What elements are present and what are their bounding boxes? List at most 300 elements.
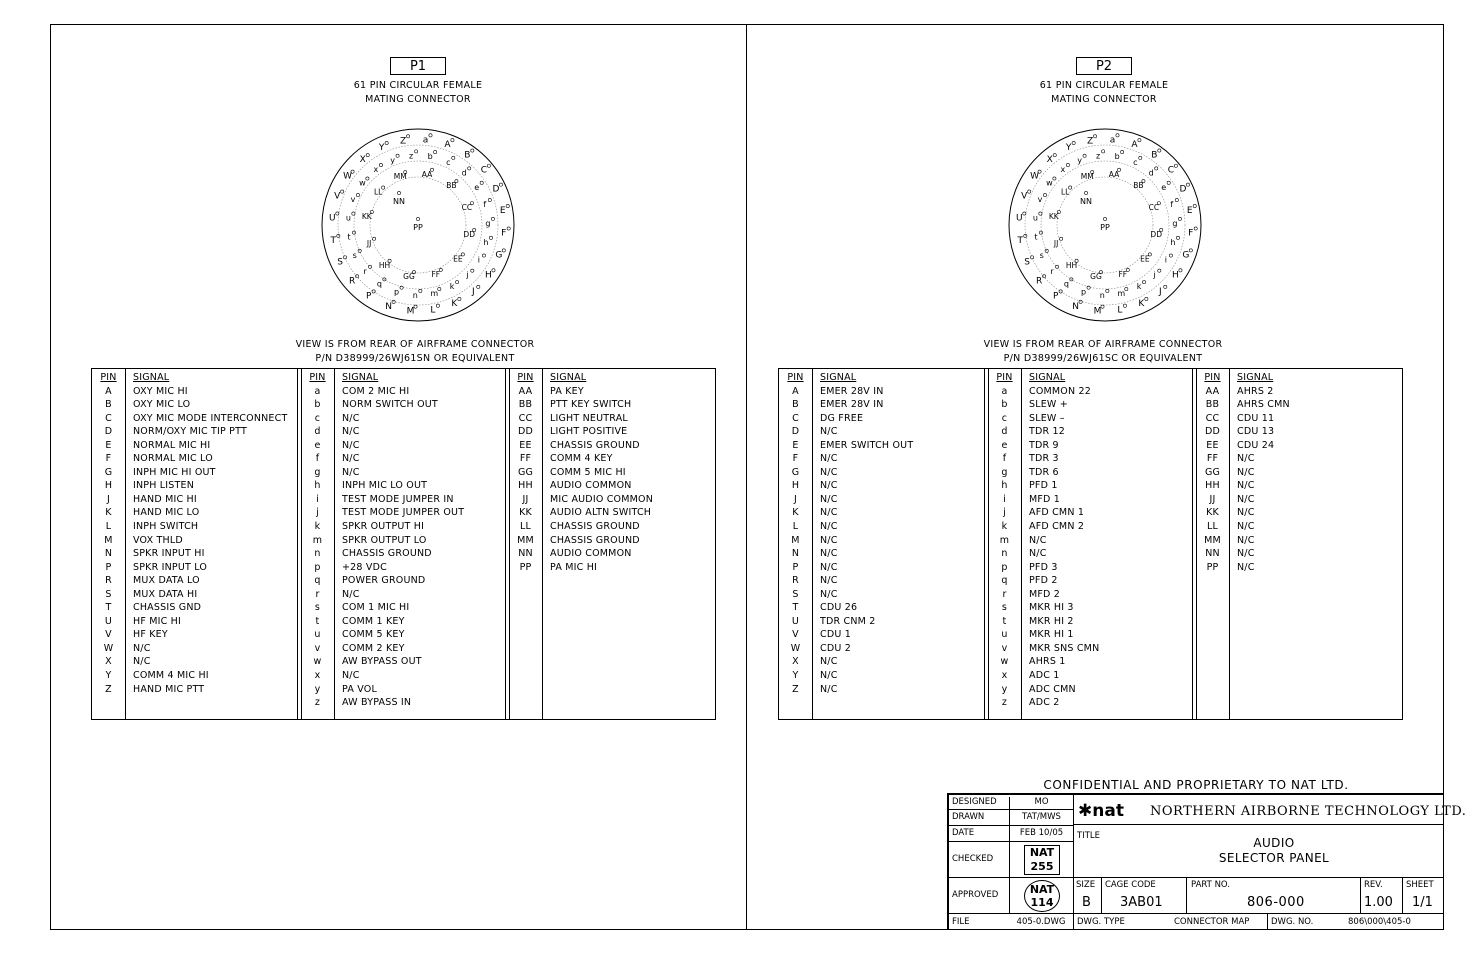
pin-hole [415, 150, 418, 153]
stamp-line-1: NAT [1029, 883, 1055, 896]
signal-name: N/C [820, 670, 838, 682]
pin-hole [356, 193, 359, 196]
pin-hole [1142, 281, 1145, 284]
signal-name: INPH MIC HI OUT [133, 466, 216, 478]
pin-label: BB [1133, 181, 1144, 191]
pin-hole [1178, 217, 1181, 220]
part-label: PART NO. [1191, 880, 1230, 890]
pin-label: k [1136, 282, 1142, 292]
pin-id: HH [518, 480, 533, 492]
signal-name: CDU 1 [820, 629, 851, 641]
signal-name: N/C [342, 453, 360, 465]
pin-hole [1169, 254, 1172, 257]
pin-id: NN [1205, 548, 1220, 560]
title-row [1073, 824, 1444, 878]
pin-id: r [1002, 588, 1007, 600]
pin-id: P [105, 561, 112, 573]
dwg-type-label: DWG. TYPE [1077, 917, 1125, 927]
signal-name: HF MIC HI [133, 615, 182, 627]
pin-hole [489, 236, 492, 239]
pin-label: v [1037, 195, 1043, 205]
pin-id: b [314, 399, 321, 411]
pin-header: PIN [996, 372, 1013, 383]
signal-name: MKR HI 2 [1029, 615, 1074, 627]
pin-hole [1102, 150, 1105, 153]
pin-label: a [1109, 135, 1116, 146]
pin-id: HH [1205, 480, 1220, 492]
pin-label: PP [1100, 223, 1110, 232]
pin-id: n [314, 548, 321, 560]
signal-name: CDU 26 [820, 602, 858, 614]
connector-label-p2: P2 [1076, 57, 1132, 75]
signal-name: HAND MIC PTT [133, 683, 205, 695]
pin-label: k [449, 282, 455, 292]
signal-name: N/C [820, 548, 838, 560]
pin-id: T [792, 602, 799, 614]
pin-label: L [1117, 305, 1123, 316]
pin-id: c [314, 412, 321, 424]
pin-label: g [485, 218, 491, 228]
pin-hole [458, 297, 461, 300]
pin-label: z [1096, 151, 1101, 161]
signal-name: HAND MIC HI [133, 493, 197, 505]
pin-list [92, 371, 125, 696]
signal-name: DG FREE [820, 412, 864, 424]
signal-name: INPH SWITCH [133, 521, 199, 533]
pin-hole [366, 177, 369, 180]
signal-name: N/C [342, 670, 360, 682]
signal-list [820, 371, 913, 696]
pin-label: t [347, 232, 351, 242]
pin-label: d [1148, 168, 1154, 178]
signal-name: N/C [820, 507, 838, 519]
pin-id: c [1001, 412, 1008, 424]
signal-name: PFD 2 [1029, 575, 1058, 587]
signal-name: ADC 2 [1029, 697, 1060, 709]
pin-id: M [791, 534, 800, 546]
pin-label: A [1131, 140, 1138, 151]
signal-name: INPH MIC LO OUT [342, 480, 428, 492]
signal-name: N/C [1237, 453, 1255, 465]
signal-name: N/C [1237, 480, 1255, 492]
pin-label: H [485, 270, 492, 281]
pin-list [988, 371, 1021, 710]
pin-hole [406, 135, 409, 138]
pin-id: KK [1206, 507, 1219, 519]
signal-name: INPH LISTEN [133, 480, 195, 492]
pin-id: f [315, 453, 320, 465]
signal-name: EMER SWITCH OUT [820, 439, 914, 451]
approved-row [948, 877, 1074, 914]
pin-divider [334, 369, 335, 719]
signal-name: SPKR INPUT HI [133, 548, 205, 560]
column-divider [984, 369, 985, 719]
pin-id: w [313, 656, 322, 668]
pin-id: C [105, 412, 112, 424]
pin-id: PP [519, 561, 532, 573]
pin-table-p1 [91, 368, 716, 720]
signal-name: +28 VDC [342, 561, 387, 573]
pin-label: CC [461, 203, 473, 213]
pin-label: e [474, 182, 480, 192]
asterisk-icon: ✱ [1078, 801, 1093, 821]
pin-hole [1164, 285, 1167, 288]
pin-hole [1093, 135, 1096, 138]
company-row [1073, 794, 1467, 825]
pin-header: PIN [787, 372, 804, 383]
signal-name: OXY MIC MODE INTERCONNECT [133, 412, 288, 424]
pin-id: N [104, 548, 113, 560]
pin-hole [429, 134, 432, 137]
caption-line-1: 61 PIN CIRCULAR FEMALE [353, 80, 483, 91]
rev-label: REV. [1364, 880, 1383, 890]
view-caption-p1 [270, 338, 560, 366]
pin-hole [1087, 286, 1090, 289]
signal-name: AUDIO COMMON [550, 548, 632, 560]
pin-label: R [1035, 276, 1043, 287]
pin-label: EE [1140, 254, 1150, 264]
size-cell [1073, 877, 1102, 914]
pin-label: PP [413, 223, 423, 232]
pin-id: AA [1205, 385, 1220, 397]
pin-hole [1066, 163, 1069, 166]
pin-id: FF [1206, 453, 1219, 465]
pin-id: EE [519, 439, 532, 451]
title-label: TITLE [1077, 831, 1100, 841]
pin-hole [1158, 149, 1161, 152]
pin-label: h [483, 237, 489, 247]
pin-label: HH [378, 260, 391, 270]
signal-name: N/C [1237, 534, 1255, 546]
signal-name: N/C [820, 534, 838, 546]
pin-hole [1176, 236, 1179, 239]
signal-name: EMER 28V IN [820, 385, 884, 397]
part-value: 806-000 [1247, 895, 1305, 910]
column-divider [1192, 369, 1193, 719]
signal-name: SPKR OUTPUT HI [342, 521, 425, 533]
signal-name: N/C [1237, 507, 1255, 519]
pin-hole [1039, 231, 1042, 234]
pin-hole [471, 149, 474, 152]
pin-label: A [444, 140, 451, 151]
signal-name: N/C [820, 493, 838, 505]
pin-label: K [1138, 298, 1145, 309]
pin-id: a [1001, 385, 1008, 397]
signal-list [1029, 371, 1099, 710]
pin-label: L [430, 305, 436, 316]
pin-label: p [394, 287, 400, 297]
pin-label: D [1179, 184, 1187, 195]
pin-id: EE [1206, 439, 1219, 451]
signal-name: AW BYPASS IN [342, 697, 412, 709]
sheet-divider [746, 24, 747, 930]
pin-header: PIN [100, 372, 117, 383]
pin-label: Y [1065, 143, 1072, 154]
signal-name: N/C [820, 480, 838, 492]
pin-label: Y [378, 143, 385, 154]
signal-name: COMMON 22 [1029, 385, 1091, 397]
pin-hole [1043, 193, 1046, 196]
signal-name: OXY MIC HI [133, 385, 188, 397]
pin-id: s [314, 602, 321, 614]
signal-name: N/C [820, 521, 838, 533]
pin-id: PP [1206, 561, 1219, 573]
file-label: FILE [952, 917, 970, 927]
pin-id: y [1001, 683, 1008, 695]
pin-label: X [1046, 155, 1053, 166]
pin-id: u [1001, 629, 1008, 641]
pin-label: NN [393, 197, 405, 206]
pin-label: G [495, 250, 503, 261]
pin-id: MM [517, 534, 534, 546]
signal-name: POWER GROUND [342, 575, 426, 587]
signal-name: N/C [342, 439, 360, 451]
signal-list [1237, 371, 1290, 574]
connector-diagram-p2 [1005, 125, 1205, 325]
pin-id: g [1001, 466, 1008, 478]
pin-label: R [348, 276, 356, 287]
pin-label: f [1170, 200, 1174, 210]
cage-label: CAGE CODE [1105, 880, 1156, 890]
pin-id: q [314, 575, 321, 587]
signal-name: NORMAL MIC LO [133, 453, 213, 465]
pin-hole [385, 141, 388, 144]
pin-label: S [1024, 257, 1030, 268]
pin-label: W [1030, 171, 1040, 182]
pin-label: U [329, 213, 336, 224]
view-line-1: VIEW IS FROM REAR OF AIRFRAME CONNECTOR [983, 339, 1223, 350]
pin-label: q [1063, 279, 1069, 289]
rev-cell [1360, 877, 1403, 914]
pin-hole [1079, 300, 1082, 303]
pin-label: B [464, 150, 471, 161]
signal-name: MKR HI 3 [1029, 602, 1074, 614]
signal-name: CDU 2 [820, 642, 851, 654]
pin-id: w [1000, 656, 1009, 668]
pin-id: A [105, 385, 112, 397]
signal-name: N/C [820, 453, 838, 465]
pin-label: r [1050, 266, 1054, 276]
checked-label: CHECKED [952, 854, 994, 864]
pin-hole [1179, 269, 1182, 272]
pin-id: m [312, 534, 323, 546]
drawn-label: DRAWN [952, 812, 985, 822]
pin-id: t [315, 615, 320, 627]
signal-name: N/C [1237, 493, 1255, 505]
pin-id: e [314, 439, 321, 451]
signal-name: N/C [342, 412, 360, 424]
pin-id: u [314, 629, 321, 641]
signal-name: COMM 4 KEY [550, 453, 613, 465]
file-value: 405-0.DWG [1016, 917, 1066, 927]
pin-label: GG [403, 272, 415, 282]
pin-id: s [1001, 602, 1008, 614]
pin-id: z [1001, 697, 1008, 709]
pin-hole [400, 286, 403, 289]
pin-label: P [1052, 291, 1059, 302]
signal-name: N/C [820, 426, 838, 438]
pin-label: F [501, 228, 507, 239]
signal-name: CHASSIS GROUND [550, 534, 640, 546]
pin-id: A [792, 385, 799, 397]
pin-label: T [1017, 235, 1024, 246]
pin-id: D [104, 426, 113, 438]
p1-column-3 [509, 369, 717, 719]
pin-id: y [314, 683, 321, 695]
pin-hole [1189, 249, 1192, 252]
pin-hole [436, 304, 439, 307]
pin-id: DD [1204, 426, 1221, 438]
signal-name: N/C [820, 656, 838, 668]
dwg-type-value: CONNECTOR MAP [1174, 917, 1250, 927]
signal-header: SIGNAL [820, 372, 857, 383]
pin-label: DD [1150, 230, 1162, 240]
approved-label: APPROVED [952, 890, 999, 900]
pin-divider [812, 369, 813, 719]
signal-name: PA VOL [342, 683, 377, 695]
pin-label: AA [421, 169, 433, 179]
pin-id: BB [1205, 399, 1220, 411]
pin-id: t [1002, 615, 1007, 627]
pin-hole [499, 183, 502, 186]
pin-id: v [1001, 642, 1008, 654]
designed-label: DESIGNED [952, 797, 997, 807]
pin-hole [419, 289, 422, 292]
pin-id: CC [518, 412, 533, 424]
pin-hole [1116, 134, 1119, 137]
p2-column-1 [779, 369, 988, 719]
caption-line-2: MATING CONNECTOR [365, 94, 471, 105]
pin-divider [1021, 369, 1022, 719]
signal-name: LIGHT POSITIVE [550, 426, 628, 438]
sheet-cell [1402, 877, 1444, 914]
view-line-1: VIEW IS FROM REAR OF AIRFRAME CONNECTOR [295, 339, 535, 350]
pin-id: m [999, 534, 1010, 546]
pin-label: V [334, 191, 341, 202]
pin-id: C [792, 412, 799, 424]
pin-hole [366, 154, 369, 157]
pin-table-p2 [778, 368, 1403, 720]
nat-logo [1078, 801, 1124, 821]
pin-label: FF [431, 269, 441, 279]
designed-row [948, 794, 1074, 810]
signal-list [342, 371, 464, 710]
pin-label: f [483, 200, 487, 210]
pin-id: U [104, 615, 113, 627]
caption-line-2: MATING CONNECTOR [1051, 94, 1157, 105]
signal-name: EMER 28V IN [820, 399, 884, 411]
pin-label: c [1133, 157, 1138, 167]
pin-label: DD [463, 230, 475, 240]
pin-hole [356, 275, 359, 278]
signal-name: N/C [342, 466, 360, 478]
p1-column-1 [92, 369, 301, 719]
size-value: B [1082, 895, 1091, 910]
pin-id: L [792, 521, 799, 533]
pin-label: x [373, 165, 379, 175]
pin-label: M [406, 306, 415, 317]
pin-label: s [1039, 250, 1044, 260]
pin-id: x [314, 670, 321, 682]
pin-label: y [390, 155, 395, 165]
pin-label: C [1167, 165, 1175, 176]
signal-name: N/C [820, 588, 838, 600]
pin-id: MM [1204, 534, 1221, 546]
pin-label: u [345, 213, 351, 223]
pin-hole [396, 154, 399, 157]
pin-hole [1023, 212, 1026, 215]
pin-hole [1145, 297, 1148, 300]
signal-name: AHRS CMN [1237, 399, 1290, 411]
pin-label: w [359, 178, 366, 188]
pin-id: r [315, 588, 320, 600]
pin-hole [502, 249, 505, 252]
pin-hole [379, 163, 382, 166]
cage-value: 3AB01 [1120, 895, 1163, 910]
pin-id: GG [517, 466, 534, 478]
pin-id: H [791, 480, 800, 492]
signal-name: LIGHT NEUTRAL [550, 412, 628, 424]
pin-id: h [314, 480, 321, 492]
signal-name: N/C [1029, 548, 1047, 560]
signal-name: SPKR INPUT LO [133, 561, 208, 573]
pin-id: DD [517, 426, 534, 438]
pin-hole [336, 212, 339, 215]
signal-name: CHASSIS GROUND [550, 439, 640, 451]
pin-hole [1175, 198, 1178, 201]
pin-label: Z [1086, 136, 1094, 147]
signal-name: MFD 1 [1029, 493, 1061, 505]
pin-id: AA [518, 385, 533, 397]
pin-label: JJ [1053, 238, 1059, 248]
pin-id: H [104, 480, 113, 492]
signal-name: MIC AUDIO COMMON [550, 493, 654, 505]
signal-name: N/C [1237, 548, 1255, 560]
file-row [948, 913, 1074, 930]
connector-caption-p2 [992, 79, 1216, 107]
pin-label: p [1081, 287, 1087, 297]
pin-hole [1084, 191, 1087, 194]
pin-divider [542, 369, 543, 719]
drawing-title [1154, 836, 1394, 866]
pin-label: EE [453, 254, 463, 264]
pin-id: j [1003, 507, 1006, 519]
view-caption-p2 [958, 338, 1248, 366]
checked-stamp [1024, 845, 1060, 875]
pin-hole [506, 204, 509, 207]
pin-hole [1055, 265, 1058, 268]
pin-id: a [314, 385, 321, 397]
pin-id: M [104, 534, 113, 546]
pin-label: u [1032, 213, 1038, 223]
pin-label: BB [446, 181, 457, 191]
pin-label: N [385, 301, 392, 312]
signal-name: TDR 3 [1029, 453, 1059, 465]
part-number-line: P/N D38999/26WJ61SN OR EQUIVALENT [315, 353, 515, 364]
pin-label: n [412, 290, 418, 300]
pin-id: LL [1207, 521, 1218, 533]
sheet-label: SHEET [1406, 880, 1434, 890]
signal-name: ADC CMN [1029, 683, 1076, 695]
pin-label: E [1186, 206, 1193, 217]
signal-name: TDR CNM 2 [820, 615, 876, 627]
connector-label-p1: P1 [390, 57, 446, 75]
pin-hole [492, 269, 495, 272]
pin-list [779, 371, 812, 696]
p1-column-2 [301, 369, 509, 719]
signal-name: N/C [133, 656, 151, 668]
rev-value: 1.00 [1364, 895, 1393, 910]
